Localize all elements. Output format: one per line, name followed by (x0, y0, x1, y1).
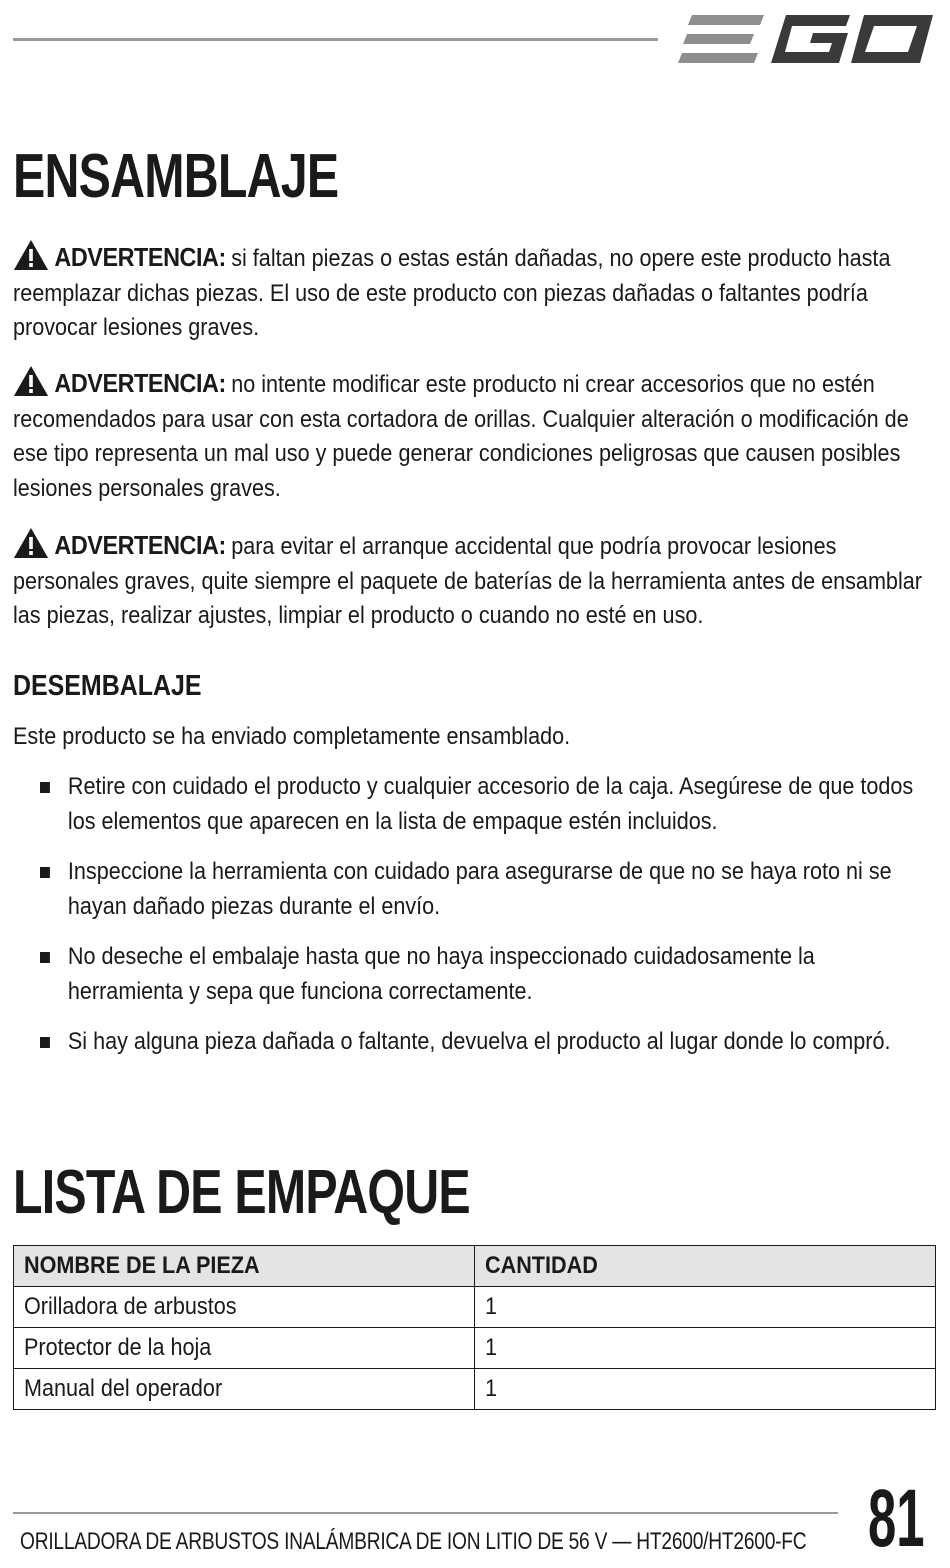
bullet-square-icon (40, 1037, 50, 1048)
table-row (14, 1369, 936, 1410)
warning-label: ADVERTENCIA: (54, 530, 226, 560)
list-item: No deseche el embalaje hasta que no haya inspeccionado cuidadosamente la herramienta y sepa que funciona correctamente. (40, 940, 931, 1009)
warning-triangle-icon (13, 527, 49, 559)
table-cell-part: Manual del operador (14, 1369, 475, 1410)
page-number: 81 (868, 1473, 925, 1564)
bullet-square-icon (40, 952, 50, 963)
table-row (14, 1287, 936, 1328)
unpacking-bullet-list (40, 770, 931, 1076)
table-cell-qty: 1 (475, 1287, 936, 1328)
section-subtitle-desembalaje: DESEMBALAJE (13, 670, 202, 702)
warning-text: para evitar el arranque accidental que podría provocar lesiones personales graves, quite siempre el paquete de baterías de la herramienta antes de ensamblar las piezas, realizar ajustes, limpiar el producto o cuando no esté en uso. (13, 533, 922, 629)
warning-block-2 (13, 365, 943, 506)
list-item: Retire con cuidado el producto y cualquier accesorio de la caja. Asegúrese de que todos los elementos que aparecen en la lista de empaque estén incluidos. (40, 770, 931, 839)
packing-list-table (13, 1245, 936, 1410)
bullet-square-icon (40, 867, 50, 878)
table-cell-qty: 1 (475, 1369, 936, 1410)
table-cell-part: Protector de la hoja (14, 1328, 475, 1369)
warning-block-3 (13, 527, 943, 634)
bullet-square-icon (40, 782, 50, 793)
unpacking-intro: Este producto se ha enviado completamente ensamblado. (13, 723, 571, 750)
footer-rule (13, 1512, 838, 1514)
warning-text: si faltan piezas o estas están dañadas, no opere este producto hasta reemplazar dichas piezas. El uso de este producto con piezas dañadas o faltantes podría provocar lesiones graves. (13, 245, 891, 341)
warning-block-1 (13, 239, 943, 346)
column-header-part-name: NOMBRE DE LA PIEZA (14, 1246, 475, 1287)
list-item: Si hay alguna pieza dañada o faltante, devuelva el producto al lugar donde lo compró. (40, 1025, 931, 1060)
column-header-quantity: CANTIDAD (475, 1246, 936, 1287)
warning-triangle-icon (13, 239, 49, 271)
list-item: Inspeccione la herramienta con cuidado para asegurarse de que no se haya roto ni se hayan dañado piezas durante el envío. (40, 855, 931, 924)
warning-text: no intente modificar este producto ni crear accesorios que no estén recomendados para usar con esta cortadora de orillas. Cualquier alteración o modificación de ese tipo representa un mal uso y puede generar condiciones peligrosas que causen posibles lesiones personales graves. (13, 371, 909, 502)
table-row (14, 1328, 936, 1369)
table-cell-qty: 1 (475, 1328, 936, 1369)
section-title-ensamblaje: ENSAMBLAJE (13, 142, 339, 211)
ego-logo (678, 10, 936, 68)
table-cell-part: Orilladora de arbustos (14, 1287, 475, 1328)
section-title-lista-de-empaque: LISTA DE EMPAQUE (13, 1158, 470, 1227)
warning-label: ADVERTENCIA: (54, 368, 226, 398)
table-header-row (14, 1246, 936, 1287)
header-rule (13, 38, 658, 41)
warning-label: ADVERTENCIA: (54, 242, 226, 272)
footer-product-title: ORILLADORA DE ARBUSTOS INALÁMBRICA DE ION LITIO DE 56 V — HT2600/HT2600-FC (20, 1528, 807, 1555)
warning-triangle-icon (13, 365, 49, 397)
